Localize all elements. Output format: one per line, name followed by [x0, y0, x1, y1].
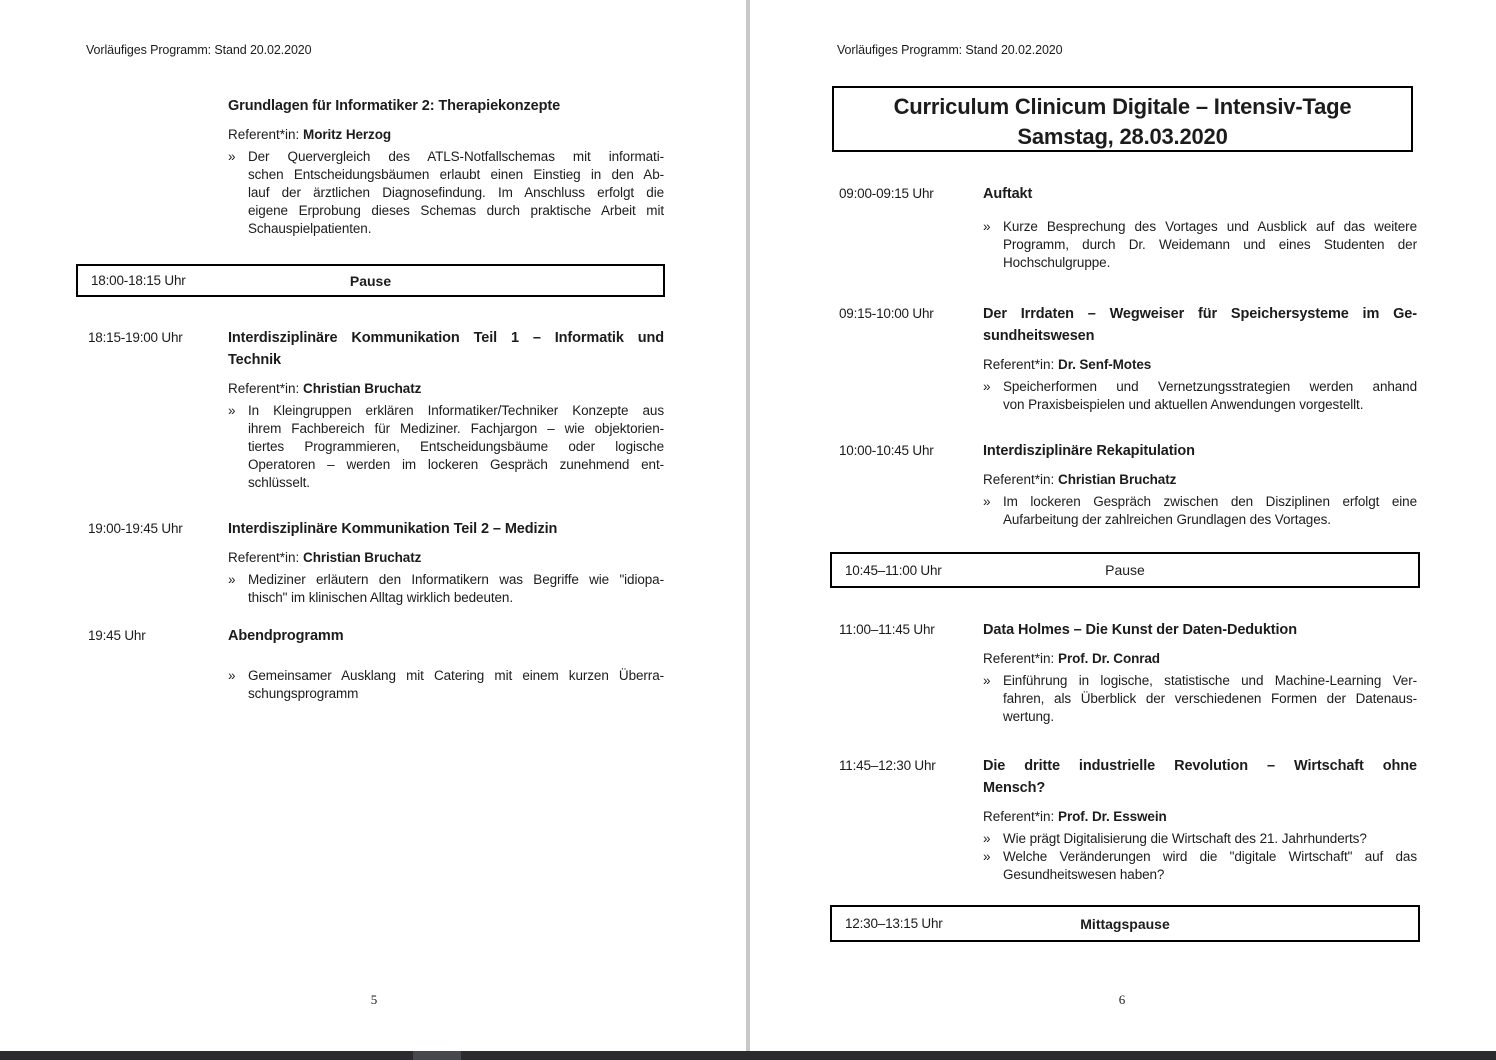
speaker-name: Moritz Herzog: [303, 127, 391, 142]
bullet-item: [983, 848, 1417, 884]
bullet-list: [228, 148, 664, 238]
session-block: [88, 518, 664, 607]
break-label: Pause: [349, 272, 392, 289]
bottom-bar: [0, 1051, 1496, 1060]
bullet-text: [1003, 378, 1417, 414]
speaker-label: Referent*in:: [983, 357, 1059, 372]
bullet-line: Einführung in logische, statistische und Machine-Learning Ver-: [1003, 673, 1417, 688]
page-number: 5: [370, 992, 378, 1007]
session-time: [88, 95, 228, 238]
session-title: [983, 755, 1417, 799]
session-content: [228, 518, 664, 607]
bullet-line: von Praxisbeispielen und aktuellen Anwendungen vorgestellt.: [1003, 397, 1364, 412]
session-time: 11:45–12:30 Uhr: [839, 758, 936, 773]
bullet-marker: »: [228, 668, 236, 683]
session-title: [228, 518, 664, 540]
speaker-name: Prof. Dr. Esswein: [1058, 809, 1167, 824]
session-title: [228, 95, 664, 117]
bullet-marker: »: [228, 149, 236, 164]
bullet-item: [228, 402, 664, 492]
session-time: 19:45 Uhr: [88, 628, 146, 643]
title-line: Die dritte industrielle Revolution – Wirtschaft ohne: [983, 758, 1417, 774]
session-block: [839, 755, 1417, 884]
session-block: [88, 625, 664, 703]
day-title-box: [832, 86, 1413, 152]
bullet-item: [228, 571, 664, 607]
title-line: Interdisziplinäre Kommunikation Teil 2 – Medizin: [228, 521, 558, 537]
bullet-item: [983, 493, 1417, 529]
bottom-bar-highlight: [413, 1051, 461, 1060]
session-title: [228, 625, 664, 647]
session-block: [839, 183, 1417, 272]
bullet-marker: »: [228, 572, 236, 587]
bullet-line: Im lockeren Gespräch zwischen den Disziplinen erfolgt eine: [1003, 494, 1417, 509]
speaker-name: Prof. Dr. Conrad: [1058, 651, 1160, 666]
bullet-text: [1003, 218, 1417, 272]
bullet-line: ihrem Fachbereich für Mediziner. Fachjargon – wie objektorien-: [248, 421, 664, 436]
bullet-item: [983, 378, 1417, 414]
session-time: 19:00-19:45 Uhr: [88, 521, 183, 536]
bullet-marker: »: [983, 831, 991, 846]
bullet-list: [228, 571, 664, 607]
speaker-label: Referent*in:: [983, 472, 1059, 487]
bullet-line: wertung.: [1003, 709, 1054, 724]
bullet-text: [1003, 830, 1417, 848]
bullet-marker: »: [228, 403, 236, 418]
bullet-line: schlüsselt.: [248, 475, 310, 490]
bullet-line: Aufarbeitung der zahlreichen Grundlagen des Vortages.: [1003, 512, 1331, 527]
break-time: 10:45–11:00 Uhr: [845, 562, 942, 578]
session-content: [983, 183, 1417, 272]
session-title: [983, 619, 1417, 641]
session-time: 18:15-19:00 Uhr: [88, 330, 183, 345]
bullet-line: Operatoren – werden im lockeren Gespräch zunehmend ent-: [248, 457, 664, 472]
speaker-label: Referent*in:: [983, 651, 1059, 666]
title-line: Interdisziplinäre Rekapitulation: [983, 443, 1195, 459]
speaker-label: Referent*in:: [983, 809, 1059, 824]
title-line: Technik: [228, 352, 282, 368]
speaker-line: [228, 549, 664, 566]
session-title: [228, 327, 664, 371]
page-number: 6: [1118, 992, 1126, 1007]
bullet-text: [1003, 672, 1417, 726]
page-divider: [746, 0, 750, 1051]
speaker-name: Christian Bruchatz: [303, 381, 422, 396]
session-content: [983, 303, 1417, 414]
page-6: [748, 0, 1496, 1060]
bullet-marker: »: [983, 494, 991, 509]
bullet-marker: »: [983, 219, 991, 234]
bullet-line: Hochschulgruppe.: [1003, 255, 1111, 270]
break-label: Mittagspause: [1080, 915, 1170, 932]
bullet-item: [228, 667, 664, 703]
title-line: Mensch?: [983, 780, 1046, 796]
bullet-text: [248, 571, 664, 607]
bullet-text: [1003, 848, 1417, 884]
session-content: [983, 755, 1417, 884]
session-title: [983, 440, 1417, 462]
bullet-line: Der Quervergleich des ATLS-Notfallschemas mit informati-: [248, 149, 664, 164]
bullet-list: [983, 378, 1417, 414]
bullet-line: fahren, als Überblick der verschiedenen Formen der Datenaus-: [1003, 691, 1417, 706]
bullet-line: Welche Veränderungen wird die "digitale Wirtschaft" auf das: [1003, 849, 1417, 864]
session-time: 09:00-09:15 Uhr: [839, 186, 934, 201]
break-box: [830, 552, 1420, 588]
break-label: Pause: [1105, 562, 1145, 578]
speaker-label: Referent*in:: [228, 381, 304, 396]
bullet-marker: »: [983, 673, 991, 688]
session-content: [983, 619, 1417, 726]
speaker-name: Christian Bruchatz: [303, 550, 422, 565]
session-time: 11:00–11:45 Uhr: [839, 622, 935, 637]
session-content: [228, 95, 664, 238]
bullet-line: schen Entscheidungsbäumen erlaubt einen Einstieg in den Ab-: [248, 167, 664, 182]
bullet-line: lauf der ärztlichen Diagnosefindung. Im Anschluss erfolgt die: [248, 185, 664, 200]
bullet-marker: »: [983, 849, 991, 864]
title-line: Interdisziplinäre Kommunikation Teil 1 – Informatik und: [228, 330, 664, 346]
bullet-item: [983, 218, 1417, 272]
title-line: Abendprogramm: [228, 628, 344, 644]
break-box: [830, 905, 1420, 942]
speaker-label: Referent*in:: [228, 550, 304, 565]
bullet-line: Wie prägt Digitalisierung die Wirtschaft des 21. Jahrhunderts?: [1003, 831, 1367, 846]
bullet-list: [983, 493, 1417, 529]
speaker-line: [228, 380, 664, 397]
bullet-list: [228, 402, 664, 492]
session-time: 09:15-10:00 Uhr: [839, 306, 934, 321]
bullet-line: Schauspielpatienten.: [248, 221, 372, 236]
bullet-marker: »: [983, 379, 991, 394]
session-block: [88, 95, 664, 238]
bullet-line: In Kleingruppen erklären Informatiker/Techniker Konzepte aus: [248, 403, 664, 418]
title-line: Data Holmes – Die Kunst der Daten-Deduktion: [983, 622, 1297, 638]
speaker-label: Referent*in:: [228, 127, 304, 142]
speaker-line: [983, 471, 1417, 488]
session-content: [228, 625, 664, 703]
bullet-line: Speicherformen und Vernetzungsstrategien werden anhand: [1003, 379, 1417, 394]
speaker-line: [983, 356, 1417, 373]
break-time: 18:00-18:15 Uhr: [91, 273, 186, 288]
session-title: [983, 303, 1417, 347]
title-line: Der Irrdaten – Wegweiser für Speichersysteme im Ge-: [983, 306, 1417, 322]
bullet-line: Mediziner erläutern den Informatikern was Begriffe wie "idiopa-: [248, 572, 664, 587]
bullet-line: eigene Erprobung dieses Schemas durch praktische Arbeit mit: [248, 203, 664, 218]
bullet-line: Programm, durch Dr. Weidemann und eines Studenten der: [1003, 237, 1417, 252]
speaker-name: Dr. Senf-Motes: [1058, 357, 1152, 372]
speaker-line: [983, 650, 1417, 667]
bullet-text: [248, 148, 664, 238]
day-title-line: Curriculum Clinicum Digitale – Intensiv-Tage: [893, 94, 1352, 119]
speaker-name: Christian Bruchatz: [1058, 472, 1177, 487]
break-time: 12:30–13:15 Uhr: [845, 916, 943, 931]
bullet-line: tiertes Programmieren, Entscheidungsbäume oder logische: [248, 439, 664, 454]
bullet-list: [228, 667, 664, 703]
session-content: [983, 440, 1417, 529]
bullet-line: Gesundheitswesen haben?: [1003, 867, 1165, 882]
session-time: 10:00-10:45 Uhr: [839, 443, 934, 458]
bullet-text: [1003, 493, 1417, 529]
bullet-line: thisch" im klinischen Alltag wirklich bedeuten.: [248, 590, 513, 605]
bullet-item: [983, 830, 1417, 848]
bullet-list: [983, 218, 1417, 272]
page-header: Vorläufiges Programm: Stand 20.02.2020: [86, 43, 312, 57]
session-block: [839, 303, 1417, 414]
bullet-list: [983, 672, 1417, 726]
session-title: [983, 183, 1417, 205]
session-content: [228, 327, 664, 492]
session-block: [839, 440, 1417, 529]
bullet-text: [248, 667, 664, 703]
bullet-text: [248, 402, 664, 492]
bullet-line: schungsprogramm: [248, 686, 359, 701]
bullet-item: [228, 148, 664, 238]
bullet-list: [983, 830, 1417, 884]
bullet-line: Gemeinsamer Ausklang mit Catering mit einem kurzen Überra-: [248, 668, 664, 683]
break-box: [76, 264, 665, 297]
title-line: Auftakt: [983, 186, 1033, 202]
session-block: [839, 619, 1417, 726]
title-line: Grundlagen für Informatiker 2: Therapiekonzepte: [228, 98, 561, 114]
page-header: Vorläufiges Programm: Stand 20.02.2020: [837, 43, 1063, 57]
speaker-line: [228, 126, 664, 143]
bullet-item: [983, 672, 1417, 726]
title-line: sundheitswesen: [983, 328, 1095, 344]
day-title-line: Samstag, 28.03.2020: [1017, 124, 1228, 149]
bullet-line: Kurze Besprechung des Vortages und Ausblick auf das weitere: [1003, 219, 1417, 234]
speaker-line: [983, 808, 1417, 825]
session-block: [88, 327, 664, 492]
